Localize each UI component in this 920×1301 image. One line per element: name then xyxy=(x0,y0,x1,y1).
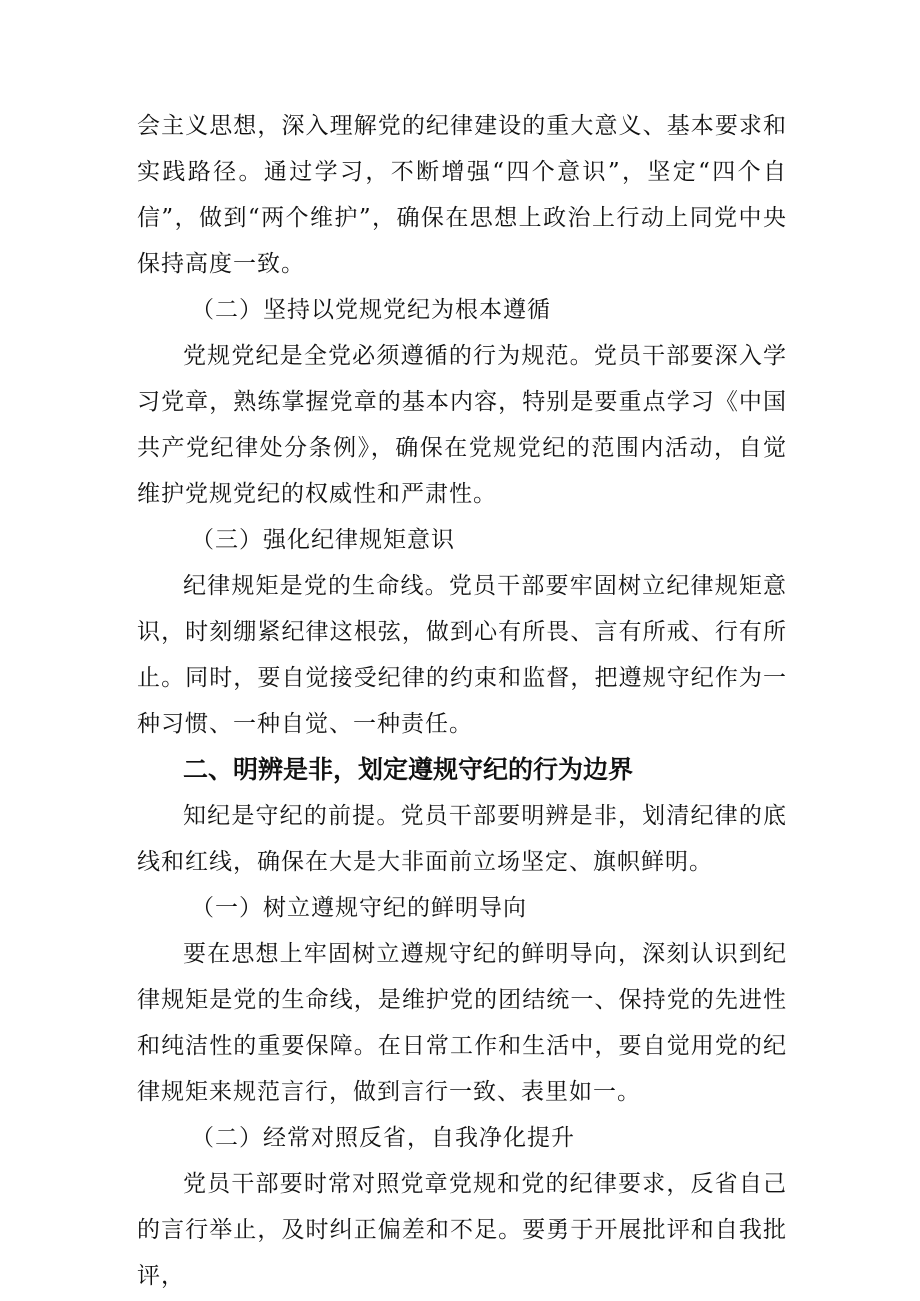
paragraph-self-reflection: 党员干部要时常对照党章党规和党的纪律要求，反省自己的言行举止，及时纠正偏差和不足。要勇于开展批评和自我批评， xyxy=(137,1171,787,1289)
sub-heading-1: （一）树立遵规守纪的鲜明导向 xyxy=(191,895,527,921)
sub-heading-3: （三）强化纪律规矩意识 xyxy=(191,527,455,553)
paragraph-clear-orientation: 要在思想上牢固树立遵规守纪的鲜明导向，深刻认识到纪律规矩是党的生命线，是维护党的团结统一、保持党的先进性和纯洁性的重要保障。在日常工作和生活中，要自觉用党的纪律规矩来规范言行，做到言行一致、表里如一。 xyxy=(137,941,787,1105)
section-heading-2: 二、明辨是非，划定遵规守纪的行为边界 xyxy=(183,755,634,784)
paragraph-discipline-awareness: 纪律规矩是党的生命线。党员干部要牢固树立纪律规矩意识，时刻绷紧纪律这根弦，做到心有所畏、言有所戒、行有所止。同时，要自觉接受纪律的约束和监督，把遵规守纪作为一种习惯、一种自觉、一种责任。 xyxy=(137,573,787,737)
document-page xyxy=(137,103,787,1299)
sub-heading-2b: （二）经常对照反省，自我净化提升 xyxy=(191,1125,575,1151)
paragraph-continuation: 会主义思想，深入理解党的纪律建设的重大意义、基本要求和实践路径。通过学习，不断增强“四个意识”，坚定“四个自信”，做到“两个维护”，确保在思想上政治上行动上同党中央保持高度一致。 xyxy=(137,113,787,277)
paragraph-know-discipline: 知纪是守纪的前提。党员干部要明辨是非，划清纪律的底线和红线，确保在大是大非面前立场坚定、旗帜鲜明。 xyxy=(137,803,787,875)
paragraph-party-rules: 党规党纪是全党必须遵循的行为规范。党员干部要深入学习党章，熟练掌握党章的基本内容，特别是要重点学习《中国共产党纪律处分条例》，确保在党规党纪的范围内活动，自觉维护党规党纪的权威性和严肃性。 xyxy=(137,343,787,507)
sub-heading-2: （二）坚持以党规党纪为根本遵循 xyxy=(191,297,551,323)
